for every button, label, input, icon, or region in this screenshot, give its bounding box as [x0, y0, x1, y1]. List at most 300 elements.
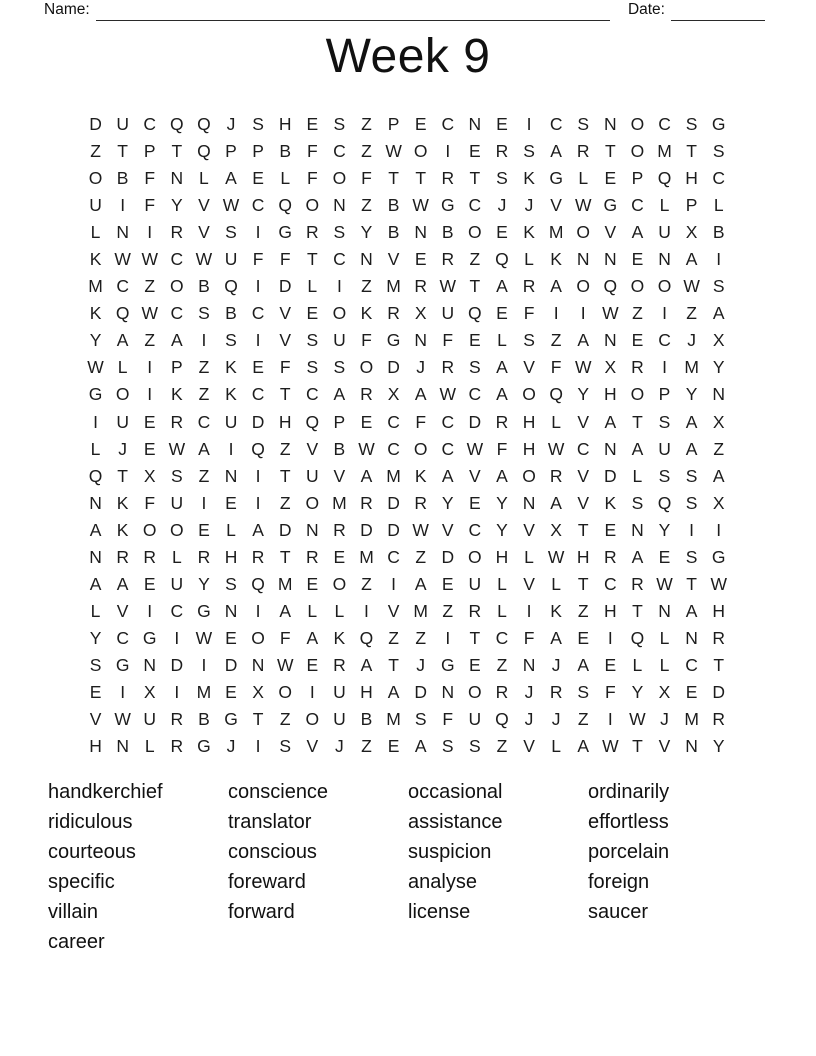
grid-letter[interactable]: L: [659, 627, 670, 648]
grid-letter[interactable]: C: [305, 384, 319, 405]
grid-letter[interactable]: U: [333, 330, 346, 351]
grid-letter[interactable]: Z: [713, 438, 725, 459]
grid-letter[interactable]: O: [630, 384, 645, 405]
grid-letter[interactable]: L: [524, 249, 534, 270]
grid-letter[interactable]: M: [684, 357, 699, 378]
grid-letter[interactable]: T: [306, 249, 318, 270]
grid-letter[interactable]: L: [632, 465, 643, 486]
grid-letter[interactable]: U: [658, 438, 671, 459]
grid-letter[interactable]: A: [360, 654, 373, 675]
grid-letter[interactable]: N: [305, 519, 319, 540]
grid-letter[interactable]: P: [387, 114, 400, 135]
grid-letter[interactable]: N: [414, 222, 427, 243]
grid-letter[interactable]: M: [386, 276, 401, 297]
grid-letter[interactable]: W: [195, 249, 213, 270]
grid-letter[interactable]: I: [255, 330, 261, 351]
date-write-line[interactable]: [671, 18, 765, 21]
grid-letter[interactable]: S: [469, 736, 481, 757]
grid-letter[interactable]: N: [89, 546, 102, 567]
grid-letter[interactable]: R: [305, 222, 319, 243]
grid-letter[interactable]: A: [496, 465, 508, 486]
grid-letter[interactable]: X: [143, 682, 156, 702]
grid-letter[interactable]: R: [170, 222, 184, 243]
grid-letter[interactable]: A: [577, 330, 590, 351]
grid-letter[interactable]: N: [685, 627, 698, 648]
grid-letter[interactable]: R: [549, 465, 563, 486]
grid-letter[interactable]: F: [279, 357, 291, 378]
grid-letter[interactable]: H: [495, 546, 509, 567]
grid-letter[interactable]: S: [712, 276, 725, 297]
grid-letter[interactable]: I: [120, 682, 126, 702]
grid-letter[interactable]: O: [630, 276, 645, 297]
grid-letter[interactable]: Z: [144, 330, 156, 351]
grid-letter[interactable]: N: [251, 654, 265, 675]
grid-letter[interactable]: I: [391, 573, 397, 594]
grid-letter[interactable]: C: [251, 303, 265, 324]
grid-letter[interactable]: A: [414, 384, 427, 405]
grid-letter[interactable]: Y: [89, 627, 102, 648]
grid-letter[interactable]: O: [305, 709, 320, 730]
grid-letter[interactable]: L: [334, 600, 345, 621]
grid-letter[interactable]: G: [603, 195, 618, 216]
grid-letter[interactable]: G: [197, 600, 211, 621]
grid-letter[interactable]: O: [170, 519, 184, 540]
grid-letter[interactable]: A: [496, 357, 508, 378]
grid-letter[interactable]: J: [524, 682, 534, 702]
grid-letter[interactable]: S: [306, 330, 319, 351]
grid-letter[interactable]: R: [414, 492, 427, 513]
grid-letter[interactable]: L: [524, 546, 534, 567]
grid-letter[interactable]: K: [550, 249, 562, 270]
grid-letter[interactable]: O: [576, 222, 591, 243]
grid-letter[interactable]: G: [386, 330, 401, 351]
grid-letter[interactable]: L: [551, 573, 561, 594]
grid-letter[interactable]: O: [657, 276, 672, 297]
grid-letter[interactable]: W: [358, 438, 375, 459]
grid-letter[interactable]: E: [360, 411, 373, 432]
grid-letter[interactable]: T: [469, 168, 481, 189]
grid-letter[interactable]: S: [225, 222, 237, 243]
grid-letter[interactable]: H: [604, 384, 617, 405]
grid-letter[interactable]: Z: [550, 330, 562, 351]
grid-letter[interactable]: O: [522, 465, 536, 486]
grid-letter[interactable]: D: [468, 411, 482, 432]
grid-letter[interactable]: W: [683, 276, 700, 297]
grid-letter[interactable]: H: [278, 411, 292, 432]
grid-letter[interactable]: M: [88, 276, 103, 297]
grid-letter[interactable]: N: [522, 654, 536, 675]
grid-letter[interactable]: S: [685, 465, 698, 486]
grid-letter[interactable]: W: [574, 357, 592, 378]
grid-letter[interactable]: Z: [198, 384, 210, 405]
grid-letter[interactable]: X: [712, 411, 725, 432]
grid-letter[interactable]: E: [496, 222, 508, 243]
grid-letter[interactable]: A: [712, 303, 725, 324]
grid-letter[interactable]: D: [251, 411, 265, 432]
grid-letter[interactable]: D: [89, 114, 102, 135]
grid-letter[interactable]: W: [602, 736, 619, 757]
grid-letter[interactable]: Y: [89, 330, 102, 351]
grid-letter[interactable]: Y: [170, 195, 183, 216]
grid-letter[interactable]: W: [547, 438, 565, 459]
grid-letter[interactable]: V: [441, 519, 454, 540]
grid-letter[interactable]: X: [604, 357, 617, 378]
grid-letter[interactable]: I: [174, 627, 180, 648]
grid-letter[interactable]: T: [388, 168, 399, 189]
grid-letter[interactable]: G: [88, 384, 103, 405]
grid-letter[interactable]: R: [441, 168, 455, 189]
grid-letter[interactable]: F: [144, 492, 156, 513]
grid-letter[interactable]: G: [115, 654, 130, 675]
grid-letter[interactable]: C: [549, 114, 563, 135]
grid-letter[interactable]: U: [658, 222, 671, 243]
grid-letter[interactable]: R: [549, 682, 563, 702]
grid-letter[interactable]: T: [577, 573, 589, 594]
grid-letter[interactable]: O: [468, 222, 482, 243]
grid-letter[interactable]: F: [415, 411, 427, 432]
grid-letter[interactable]: E: [496, 303, 508, 324]
grid-letter[interactable]: Z: [496, 654, 508, 675]
grid-letter[interactable]: J: [416, 357, 426, 378]
grid-letter[interactable]: A: [496, 276, 508, 297]
grid-letter[interactable]: M: [657, 141, 672, 162]
grid-letter[interactable]: Z: [198, 465, 210, 486]
grid-letter[interactable]: Q: [657, 492, 672, 513]
grid-letter[interactable]: W: [656, 573, 673, 594]
grid-letter[interactable]: M: [277, 573, 293, 594]
grid-letter[interactable]: D: [387, 492, 400, 513]
grid-letter[interactable]: E: [577, 627, 590, 648]
grid-letter[interactable]: Z: [361, 195, 372, 216]
grid-letter[interactable]: R: [333, 519, 346, 540]
grid-letter[interactable]: S: [333, 222, 346, 243]
grid-letter[interactable]: R: [576, 141, 590, 162]
grid-letter[interactable]: P: [170, 357, 183, 378]
grid-letter[interactable]: H: [576, 546, 590, 567]
grid-letter[interactable]: R: [333, 654, 346, 675]
grid-letter[interactable]: Z: [90, 141, 101, 162]
grid-letter[interactable]: N: [224, 465, 238, 486]
grid-letter[interactable]: I: [526, 600, 532, 621]
grid-letter[interactable]: D: [604, 465, 617, 486]
grid-letter[interactable]: P: [658, 384, 671, 405]
grid-letter[interactable]: I: [716, 519, 722, 540]
grid-letter[interactable]: A: [712, 465, 725, 486]
grid-letter[interactable]: I: [147, 600, 153, 621]
grid-letter[interactable]: K: [225, 384, 237, 405]
grid-letter[interactable]: W: [141, 249, 158, 270]
grid-letter[interactable]: V: [387, 249, 400, 270]
grid-letter[interactable]: U: [468, 573, 482, 594]
grid-letter[interactable]: Z: [577, 600, 589, 621]
grid-letter[interactable]: T: [604, 141, 616, 162]
grid-letter[interactable]: C: [441, 411, 455, 432]
grid-letter[interactable]: S: [414, 709, 427, 730]
grid-letter[interactable]: A: [441, 465, 454, 486]
grid-letter[interactable]: N: [631, 519, 644, 540]
grid-letter[interactable]: B: [279, 141, 292, 162]
grid-letter[interactable]: K: [604, 492, 617, 513]
grid-letter[interactable]: G: [711, 114, 726, 135]
grid-letter[interactable]: W: [276, 654, 294, 675]
grid-letter[interactable]: S: [523, 330, 535, 351]
grid-letter[interactable]: D: [224, 654, 238, 675]
grid-letter[interactable]: R: [712, 709, 726, 730]
grid-letter[interactable]: V: [550, 195, 562, 216]
grid-letter[interactable]: M: [684, 709, 699, 730]
grid-letter[interactable]: A: [414, 573, 427, 594]
grid-letter[interactable]: Z: [144, 276, 156, 297]
grid-letter[interactable]: V: [577, 411, 590, 432]
grid-letter[interactable]: N: [116, 222, 129, 243]
grid-letter[interactable]: R: [170, 736, 184, 757]
grid-letter[interactable]: M: [548, 222, 564, 243]
grid-letter[interactable]: W: [439, 276, 457, 297]
grid-letter[interactable]: R: [143, 546, 157, 567]
grid-letter[interactable]: K: [170, 384, 183, 405]
grid-letter[interactable]: Y: [441, 492, 454, 513]
grid-letter[interactable]: Y: [496, 492, 508, 513]
grid-letter[interactable]: N: [414, 330, 427, 351]
grid-letter[interactable]: T: [577, 519, 589, 540]
grid-letter[interactable]: K: [116, 492, 129, 513]
grid-letter[interactable]: L: [307, 600, 318, 621]
grid-letter[interactable]: A: [550, 492, 562, 513]
grid-letter[interactable]: D: [170, 654, 184, 675]
grid-letter[interactable]: C: [143, 114, 157, 135]
grid-letter[interactable]: A: [685, 600, 698, 621]
grid-letter[interactable]: K: [523, 222, 535, 243]
grid-letter[interactable]: Q: [170, 114, 184, 135]
grid-letter[interactable]: T: [117, 141, 128, 162]
grid-letter[interactable]: R: [197, 546, 211, 567]
grid-letter[interactable]: R: [360, 384, 373, 405]
grid-letter[interactable]: Q: [278, 195, 293, 216]
grid-letter[interactable]: E: [225, 492, 237, 513]
grid-letter[interactable]: D: [387, 519, 400, 540]
grid-letter[interactable]: V: [523, 519, 535, 540]
grid-letter[interactable]: I: [255, 736, 261, 757]
grid-letter[interactable]: T: [469, 627, 481, 648]
grid-letter[interactable]: A: [631, 438, 644, 459]
grid-letter[interactable]: S: [225, 573, 237, 594]
grid-letter[interactable]: O: [468, 546, 482, 567]
grid-letter[interactable]: N: [712, 384, 726, 405]
grid-letter[interactable]: O: [332, 573, 347, 594]
grid-letter[interactable]: I: [607, 709, 613, 730]
grid-letter[interactable]: E: [252, 168, 264, 189]
grid-letter[interactable]: C: [387, 438, 400, 459]
grid-letter[interactable]: I: [445, 141, 451, 162]
grid-letter[interactable]: L: [659, 195, 670, 216]
grid-letter[interactable]: I: [336, 276, 342, 297]
grid-letter[interactable]: A: [89, 573, 102, 594]
grid-letter[interactable]: E: [143, 411, 156, 432]
grid-letter[interactable]: T: [469, 276, 481, 297]
grid-letter[interactable]: V: [279, 303, 292, 324]
grid-letter[interactable]: C: [604, 573, 617, 594]
grid-letter[interactable]: Q: [197, 141, 211, 162]
grid-letter[interactable]: C: [576, 438, 590, 459]
grid-letter[interactable]: Q: [224, 276, 238, 297]
grid-letter[interactable]: T: [686, 573, 697, 594]
grid-letter[interactable]: T: [632, 736, 643, 757]
grid-letter[interactable]: N: [441, 682, 455, 702]
grid-letter[interactable]: L: [578, 168, 589, 189]
grid-letter[interactable]: Y: [658, 519, 671, 540]
grid-letter[interactable]: F: [144, 195, 156, 216]
grid-letter[interactable]: F: [279, 627, 291, 648]
grid-letter[interactable]: K: [89, 303, 102, 324]
grid-letter[interactable]: A: [631, 222, 644, 243]
grid-letter[interactable]: U: [333, 709, 346, 730]
grid-letter[interactable]: E: [604, 519, 617, 540]
grid-letter[interactable]: C: [170, 303, 184, 324]
grid-letter[interactable]: H: [522, 411, 536, 432]
grid-letter[interactable]: O: [522, 384, 536, 405]
grid-letter[interactable]: Q: [630, 627, 645, 648]
grid-letter[interactable]: P: [252, 141, 264, 162]
grid-letter[interactable]: V: [658, 736, 671, 757]
grid-letter[interactable]: N: [658, 600, 671, 621]
grid-letter[interactable]: O: [576, 276, 591, 297]
grid-letter[interactable]: D: [414, 682, 427, 702]
grid-letter[interactable]: E: [414, 114, 427, 135]
grid-letter[interactable]: L: [90, 600, 101, 621]
grid-letter[interactable]: W: [439, 384, 457, 405]
grid-letter[interactable]: Q: [305, 411, 320, 432]
grid-letter[interactable]: S: [577, 682, 590, 702]
grid-letter[interactable]: N: [116, 736, 129, 757]
grid-letter[interactable]: D: [278, 519, 292, 540]
grid-letter[interactable]: C: [116, 627, 129, 648]
grid-letter[interactable]: V: [577, 465, 590, 486]
grid-letter[interactable]: T: [388, 654, 399, 675]
grid-letter[interactable]: B: [387, 222, 400, 243]
grid-letter[interactable]: S: [170, 465, 183, 486]
grid-letter[interactable]: Y: [198, 573, 210, 594]
grid-letter[interactable]: C: [685, 654, 698, 675]
grid-letter[interactable]: J: [687, 330, 696, 351]
grid-letter[interactable]: I: [526, 114, 532, 135]
grid-letter[interactable]: Z: [279, 438, 291, 459]
grid-letter[interactable]: K: [333, 627, 346, 648]
grid-letter[interactable]: A: [225, 168, 237, 189]
grid-letter[interactable]: N: [604, 249, 617, 270]
grid-letter[interactable]: R: [468, 600, 482, 621]
grid-letter[interactable]: F: [523, 627, 535, 648]
grid-letter[interactable]: E: [441, 573, 454, 594]
grid-letter[interactable]: C: [197, 411, 211, 432]
grid-letter[interactable]: S: [225, 330, 237, 351]
grid-letter[interactable]: G: [549, 168, 563, 189]
grid-letter[interactable]: R: [522, 276, 536, 297]
grid-letter[interactable]: H: [604, 600, 617, 621]
grid-letter[interactable]: L: [497, 330, 507, 351]
grid-letter[interactable]: E: [143, 573, 156, 594]
grid-letter[interactable]: R: [631, 573, 644, 594]
grid-letter[interactable]: T: [279, 546, 291, 567]
grid-letter[interactable]: Z: [198, 357, 210, 378]
grid-letter[interactable]: S: [279, 736, 292, 757]
grid-letter[interactable]: C: [333, 141, 346, 162]
grid-letter[interactable]: Z: [361, 141, 372, 162]
grid-letter[interactable]: A: [577, 654, 590, 675]
grid-letter[interactable]: N: [522, 492, 536, 513]
grid-letter[interactable]: R: [631, 357, 644, 378]
grid-letter[interactable]: G: [224, 709, 238, 730]
grid-letter[interactable]: V: [198, 195, 210, 216]
grid-letter[interactable]: Z: [279, 709, 291, 730]
grid-letter[interactable]: Q: [251, 438, 265, 459]
grid-letter[interactable]: B: [116, 168, 129, 189]
grid-letter[interactable]: L: [199, 168, 209, 189]
grid-letter[interactable]: O: [142, 519, 157, 540]
grid-letter[interactable]: C: [441, 438, 455, 459]
grid-letter[interactable]: A: [89, 519, 102, 540]
grid-letter[interactable]: F: [496, 438, 508, 459]
grid-letter[interactable]: D: [278, 276, 292, 297]
grid-letter[interactable]: Y: [496, 519, 508, 540]
grid-letter[interactable]: J: [551, 709, 561, 730]
grid-letter[interactable]: O: [305, 195, 320, 216]
grid-letter[interactable]: L: [497, 573, 507, 594]
grid-letter[interactable]: O: [413, 438, 428, 459]
grid-letter[interactable]: E: [306, 114, 319, 135]
grid-letter[interactable]: F: [144, 168, 156, 189]
grid-letter[interactable]: I: [147, 357, 153, 378]
grid-letter[interactable]: N: [604, 114, 617, 135]
grid-letter[interactable]: R: [441, 249, 455, 270]
grid-letter[interactable]: A: [360, 465, 373, 486]
grid-letter[interactable]: H: [712, 600, 726, 621]
grid-letter[interactable]: S: [333, 114, 346, 135]
grid-letter[interactable]: E: [252, 357, 264, 378]
grid-letter[interactable]: X: [414, 303, 427, 324]
grid-letter[interactable]: R: [495, 141, 509, 162]
grid-letter[interactable]: D: [387, 357, 400, 378]
grid-letter[interactable]: W: [547, 546, 565, 567]
grid-letter[interactable]: A: [550, 141, 562, 162]
grid-letter[interactable]: Z: [469, 249, 481, 270]
grid-letter[interactable]: Q: [88, 465, 103, 486]
grid-letter[interactable]: S: [523, 141, 535, 162]
grid-letter[interactable]: C: [170, 600, 184, 621]
grid-letter[interactable]: F: [306, 168, 318, 189]
grid-letter[interactable]: A: [387, 682, 400, 702]
grid-letter[interactable]: P: [631, 168, 644, 189]
grid-letter[interactable]: F: [442, 709, 454, 730]
grid-letter[interactable]: I: [228, 438, 234, 459]
grid-letter[interactable]: S: [333, 357, 346, 378]
grid-letter[interactable]: W: [222, 195, 240, 216]
grid-letter[interactable]: V: [306, 736, 319, 757]
grid-letter[interactable]: I: [364, 600, 369, 621]
grid-letter[interactable]: S: [252, 114, 264, 135]
grid-letter[interactable]: C: [658, 330, 671, 351]
grid-letter[interactable]: L: [551, 736, 561, 757]
grid-letter[interactable]: S: [631, 492, 644, 513]
grid-letter[interactable]: I: [662, 357, 667, 378]
grid-letter[interactable]: L: [90, 222, 101, 243]
grid-letter[interactable]: Q: [549, 384, 563, 405]
grid-letter[interactable]: C: [468, 384, 482, 405]
grid-letter[interactable]: Z: [415, 627, 427, 648]
grid-letter[interactable]: C: [468, 195, 482, 216]
grid-letter[interactable]: L: [226, 519, 236, 540]
grid-letter[interactable]: J: [497, 195, 507, 216]
grid-letter[interactable]: Y: [631, 682, 644, 702]
